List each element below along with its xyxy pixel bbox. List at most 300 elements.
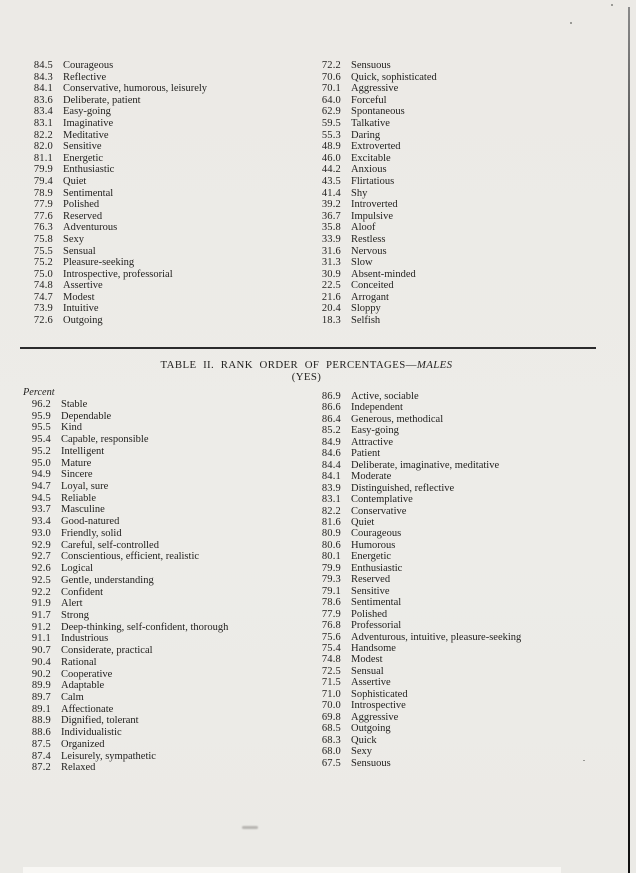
percent-value: 86.9 (321, 391, 341, 402)
percent-value: 92.6 (31, 563, 51, 575)
trait-label: Excitable (351, 152, 391, 164)
trait-label: Nervous (351, 245, 387, 257)
scan-smudge (242, 826, 258, 829)
table-row (28, 199, 313, 211)
percent-value: 89.9 (31, 680, 51, 692)
trait-label: Sloppy (351, 303, 381, 315)
percent-value: 92.9 (31, 539, 51, 551)
trait-label: Dignified, tolerant (61, 715, 139, 727)
table-row (316, 574, 626, 585)
percent-value: 72.5 (321, 665, 341, 677)
percent-value: 84.5 (33, 60, 53, 71)
trait-label: Aloof (351, 222, 376, 234)
trait-label: Energetic (351, 551, 392, 563)
males-table-right-column (316, 391, 626, 769)
table-row (26, 493, 316, 505)
trait-label: Mature (61, 457, 92, 469)
table-row (26, 504, 316, 516)
percent-value: 78.9 (33, 187, 53, 199)
trait-label: Enthusiastic (63, 164, 115, 176)
percent-value: 83.1 (321, 494, 341, 506)
table-row (26, 751, 316, 763)
trait-label: Loyal, sure (61, 481, 109, 493)
percent-value: 75.5 (33, 245, 53, 257)
trait-label: Intelligent (61, 445, 105, 457)
table-row (316, 153, 616, 165)
table2-heading-block (0, 359, 613, 383)
trait-label: Arrogant (351, 291, 389, 303)
table-row (28, 141, 313, 153)
table-row (28, 118, 313, 130)
table-row (26, 563, 316, 575)
table-row (26, 715, 316, 727)
table-row (26, 633, 316, 645)
table-row (316, 234, 616, 246)
percent-value: 81.6 (321, 516, 341, 528)
percent-value: 74.8 (321, 654, 341, 666)
percent-value: 83.1 (33, 117, 53, 129)
trait-label: Courageous (351, 528, 402, 540)
percent-column-header: Percent (23, 387, 55, 398)
percent-value: 91.7 (31, 609, 51, 621)
trait-label: Leisurely, sympathetic (61, 750, 156, 762)
table-row (316, 677, 626, 688)
trait-label: Gentle, understanding (61, 574, 154, 586)
table-row (316, 391, 626, 402)
percent-value: 33.9 (321, 233, 341, 245)
percent-value: 94.7 (31, 481, 51, 493)
table-row (316, 654, 626, 665)
trait-label: Humorous (351, 539, 396, 551)
trait-label: Forceful (351, 94, 387, 106)
table-row (26, 692, 316, 704)
percent-value: 96.2 (31, 399, 51, 410)
percent-value: 79.1 (321, 585, 341, 597)
trait-label: Sensual (63, 245, 96, 257)
percent-value: 20.4 (321, 303, 341, 315)
trait-label: Quiet (63, 175, 87, 187)
percent-value: 36.7 (321, 210, 341, 222)
trait-label: Quick (351, 734, 377, 746)
trait-label: Meditative (63, 129, 109, 141)
table-row (316, 448, 626, 459)
scan-speck (570, 22, 572, 24)
trait-label: Logical (61, 563, 94, 575)
percent-value: 68.3 (321, 734, 341, 746)
percent-value: 88.9 (31, 715, 51, 727)
table-row (26, 540, 316, 552)
table-row (26, 680, 316, 692)
table-row (26, 587, 316, 599)
percent-value: 55.3 (321, 129, 341, 141)
percent-value: 43.5 (321, 175, 341, 187)
trait-label: Sensuous (351, 757, 391, 769)
table-row (316, 176, 616, 188)
table-row (316, 141, 616, 153)
table-row (26, 469, 316, 481)
table-row (316, 551, 626, 562)
trait-label: Pleasure-seeking (63, 257, 135, 269)
table-row (26, 622, 316, 634)
table-row (316, 118, 616, 130)
trait-label: Polished (351, 608, 388, 620)
bottom-scan-strip (23, 867, 561, 873)
trait-label: Deliberate, patient (63, 94, 141, 106)
trait-label: Shy (351, 187, 368, 199)
table-row (316, 303, 616, 315)
table-row (316, 211, 616, 223)
table-row (316, 506, 626, 517)
table-row (316, 597, 626, 608)
percent-value: 89.7 (31, 691, 51, 703)
trait-label: Restless (351, 233, 386, 245)
trait-label: Calm (61, 691, 84, 703)
percent-value: 91.1 (31, 633, 51, 645)
percent-value: 81.1 (33, 152, 53, 164)
table-row (26, 598, 316, 610)
percent-value: 75.6 (321, 631, 341, 643)
table-row (26, 704, 316, 716)
table-row (26, 446, 316, 458)
percent-value: 93.4 (31, 516, 51, 528)
trait-label: Enthusiastic (351, 562, 403, 574)
percent-value: 71.0 (321, 688, 341, 700)
males-table-left-column (26, 399, 316, 774)
percent-value: 68.5 (321, 723, 341, 735)
percent-value: 59.5 (321, 117, 341, 129)
table-row (316, 106, 616, 118)
table-row (316, 666, 626, 677)
table-row (28, 303, 313, 315)
table2-subtitle: (YES) (291, 371, 322, 383)
trait-label: Handsome (351, 642, 396, 654)
table-row (316, 437, 626, 448)
table-row (28, 72, 313, 84)
table-row (316, 723, 626, 734)
table-row (316, 60, 616, 72)
percent-value: 75.4 (321, 642, 341, 654)
table-row (28, 153, 313, 165)
trait-label: Conservative (351, 505, 407, 517)
table-row (28, 176, 313, 188)
table-row (26, 610, 316, 622)
percent-value: 92.5 (31, 574, 51, 586)
percent-value: 78.6 (321, 597, 341, 609)
table-row (316, 517, 626, 528)
trait-label: Patient (351, 448, 381, 460)
table-row (28, 315, 313, 327)
percent-value: 71.5 (321, 677, 341, 689)
percent-value: 79.9 (321, 562, 341, 574)
percent-value: 39.2 (321, 199, 341, 211)
trait-label: Sexy (351, 746, 372, 758)
trait-label: Polished (63, 199, 100, 211)
percent-value: 84.1 (321, 471, 341, 483)
percent-value: 80.6 (321, 539, 341, 551)
table-row (316, 402, 626, 413)
trait-label: Good-natured (61, 516, 120, 528)
table-row (26, 399, 316, 411)
scan-speck (583, 760, 585, 761)
table-row (316, 280, 616, 292)
trait-label: Intuitive (63, 303, 99, 315)
table-row (316, 246, 616, 258)
percent-value: 72.6 (33, 315, 53, 327)
percent-value: 48.9 (321, 141, 341, 153)
percent-value: 64.0 (321, 94, 341, 106)
table-row (26, 762, 316, 774)
percent-value: 94.5 (31, 492, 51, 504)
percent-value: 22.5 (321, 280, 341, 292)
table-row (316, 425, 626, 436)
trait-label: Selfish (351, 315, 381, 327)
trait-label: Impulsive (351, 210, 393, 222)
percent-value: 95.4 (31, 434, 51, 446)
trait-label: Spontaneous (351, 106, 405, 118)
trait-label: Sensitive (351, 585, 390, 597)
percent-value: 21.6 (321, 291, 341, 303)
table-row (316, 746, 626, 757)
table-row (26, 727, 316, 739)
trait-label: Rational (61, 656, 97, 668)
percent-value: 70.1 (321, 83, 341, 95)
percent-value: 79.9 (33, 164, 53, 176)
table-row (26, 516, 316, 528)
trait-label: Conscientious, efficient, realistic (61, 551, 200, 563)
trait-label: Organized (61, 738, 105, 750)
table-row (316, 609, 626, 620)
trait-label: Adventurous (63, 222, 118, 234)
percent-value: 84.4 (321, 459, 341, 471)
percent-value: 95.0 (31, 457, 51, 469)
percent-value: 76.8 (321, 620, 341, 632)
trait-label: Alert (61, 598, 83, 610)
table-row (26, 481, 316, 493)
trait-label: Sensual (351, 665, 384, 677)
trait-label: Energetic (63, 152, 104, 164)
trait-label: Confident (61, 586, 103, 598)
percent-value: 93.0 (31, 527, 51, 539)
table-row (26, 739, 316, 751)
percent-value: 83.6 (33, 94, 53, 106)
table-row (316, 528, 626, 539)
percent-value: 84.1 (33, 83, 53, 95)
percent-value: 79.3 (321, 574, 341, 586)
table-row (316, 292, 616, 304)
percent-value: 72.2 (321, 60, 341, 71)
table-row (316, 164, 616, 176)
percent-value: 79.4 (33, 175, 53, 187)
table-row (26, 645, 316, 657)
trait-label: Adaptable (61, 680, 105, 692)
percent-value: 75.0 (33, 268, 53, 280)
table-row (26, 528, 316, 540)
table-row (28, 280, 313, 292)
table-row (28, 83, 313, 95)
percent-value: 95.5 (31, 422, 51, 434)
trait-label: Contemplative (351, 494, 413, 506)
percent-value: 92.7 (31, 551, 51, 563)
table-row (26, 458, 316, 470)
trait-label: Independent (351, 402, 403, 414)
percent-value: 69.8 (321, 711, 341, 723)
table-row (316, 540, 626, 551)
trait-label: Anxious (351, 164, 387, 176)
scan-speck (611, 4, 613, 6)
trait-label: Strong (61, 609, 90, 621)
table-row (26, 422, 316, 434)
trait-label: Sensuous (351, 60, 391, 71)
percent-value: 80.1 (321, 551, 341, 563)
percent-value: 91.9 (31, 598, 51, 610)
percent-value: 84.6 (321, 448, 341, 460)
table-row (28, 292, 313, 304)
trait-label: Assertive (351, 677, 391, 689)
percent-value: 30.9 (321, 268, 341, 280)
trait-label: Masculine (61, 504, 105, 516)
trait-label: Slow (351, 257, 373, 269)
table-row (316, 689, 626, 700)
trait-label: Reliable (61, 492, 96, 504)
percent-value: 86.6 (321, 402, 341, 414)
table-row (316, 222, 616, 234)
trait-label: Introspective, professorial (63, 268, 173, 280)
percent-value: 75.8 (33, 233, 53, 245)
table-row (26, 411, 316, 423)
trait-label: Modest (351, 654, 383, 666)
trait-label: Sentimental (351, 597, 402, 609)
trait-label: Easy-going (63, 106, 111, 118)
percent-value: 84.3 (33, 71, 53, 83)
table-row (28, 211, 313, 223)
percent-value: 88.6 (31, 727, 51, 739)
percent-value: 86.4 (321, 413, 341, 425)
page-edge-scan-line (628, 7, 630, 873)
table-row (28, 246, 313, 258)
table-row (316, 700, 626, 711)
table-row (28, 222, 313, 234)
percent-value: 89.1 (31, 703, 51, 715)
table2-title-text: TABLE II. RANK ORDER OF PERCENTAGES— (160, 359, 417, 371)
trait-label: Relaxed (61, 762, 96, 774)
table-row (316, 83, 616, 95)
table2-title-males: MALES (416, 359, 453, 371)
table-row (316, 130, 616, 142)
percent-value: 87.2 (31, 762, 51, 774)
percent-value: 87.4 (31, 750, 51, 762)
trait-label: Absent-minded (351, 268, 416, 280)
trait-label: Sincere (61, 469, 93, 481)
trait-label: Outgoing (351, 723, 391, 735)
trait-label: Individualistic (61, 727, 122, 739)
percent-value: 82.2 (33, 129, 53, 141)
table-row (316, 586, 626, 597)
trait-label: Reserved (351, 574, 391, 586)
table-row (28, 164, 313, 176)
percent-value: 41.4 (321, 187, 341, 199)
percent-value: 90.4 (31, 656, 51, 668)
percent-value: 77.6 (33, 210, 53, 222)
trait-label: Careful, self-controlled (61, 539, 159, 551)
trait-label: Reflective (63, 71, 107, 83)
trait-label: Daring (351, 129, 381, 141)
continued-table-left-column (28, 60, 313, 327)
percent-value: 83.9 (321, 482, 341, 494)
table-row (316, 471, 626, 482)
percent-value: 93.7 (31, 504, 51, 516)
table-row (316, 199, 616, 211)
percent-value: 84.9 (321, 436, 341, 448)
percent-value: 73.9 (33, 303, 53, 315)
trait-label: Stable (61, 399, 88, 410)
trait-label: Sophisticated (351, 688, 408, 700)
trait-label: Active, sociable (351, 391, 419, 402)
table-row (316, 643, 626, 654)
percent-value: 77.9 (33, 199, 53, 211)
percent-value: 87.5 (31, 738, 51, 750)
percent-value: 95.2 (31, 445, 51, 457)
table-row (316, 483, 626, 494)
trait-label: Introverted (351, 199, 398, 211)
percent-value: 44.2 (321, 164, 341, 176)
trait-label: Kind (61, 422, 82, 434)
trait-label: Deep-thinking, self-confident, thorough (61, 621, 229, 633)
percent-value: 82.2 (321, 505, 341, 517)
table-row (316, 712, 626, 723)
table-row (28, 257, 313, 269)
trait-label: Introspective (351, 700, 406, 712)
trait-label: Aggressive (351, 711, 399, 723)
table-row (26, 575, 316, 587)
percent-value: 95.9 (31, 410, 51, 422)
trait-label: Sentimental (63, 187, 114, 199)
table-row (316, 494, 626, 505)
trait-label: Friendly, solid (61, 527, 122, 539)
percent-value: 85.2 (321, 425, 341, 437)
percent-value: 92.2 (31, 586, 51, 598)
percent-value: 83.4 (33, 106, 53, 118)
divider-rule (20, 347, 596, 349)
table2-title (0, 359, 613, 371)
table-row (26, 551, 316, 563)
percent-value: 70.6 (321, 71, 341, 83)
trait-label: Dependable (61, 410, 112, 422)
trait-label: Talkative (351, 117, 390, 129)
percent-value: 35.8 (321, 222, 341, 234)
table-row (316, 563, 626, 574)
continued-table-right-column (316, 60, 616, 327)
table-row (26, 434, 316, 446)
table-row (316, 188, 616, 200)
percent-value: 62.9 (321, 106, 341, 118)
table-row (316, 257, 616, 269)
percent-value: 90.7 (31, 645, 51, 657)
percent-value: 67.5 (321, 757, 341, 769)
table-row (316, 414, 626, 425)
trait-label: Industrious (61, 633, 109, 645)
percent-value: 91.2 (31, 621, 51, 633)
trait-label: Assertive (63, 280, 103, 292)
table-row (28, 269, 313, 281)
table-row (28, 106, 313, 118)
trait-label: Professorial (351, 620, 402, 632)
trait-label: Considerate, practical (61, 645, 153, 657)
percent-value: 31.3 (321, 257, 341, 269)
table-row (26, 669, 316, 681)
table-row (316, 620, 626, 631)
percent-value: 80.9 (321, 528, 341, 540)
percent-value: 18.3 (321, 315, 341, 327)
